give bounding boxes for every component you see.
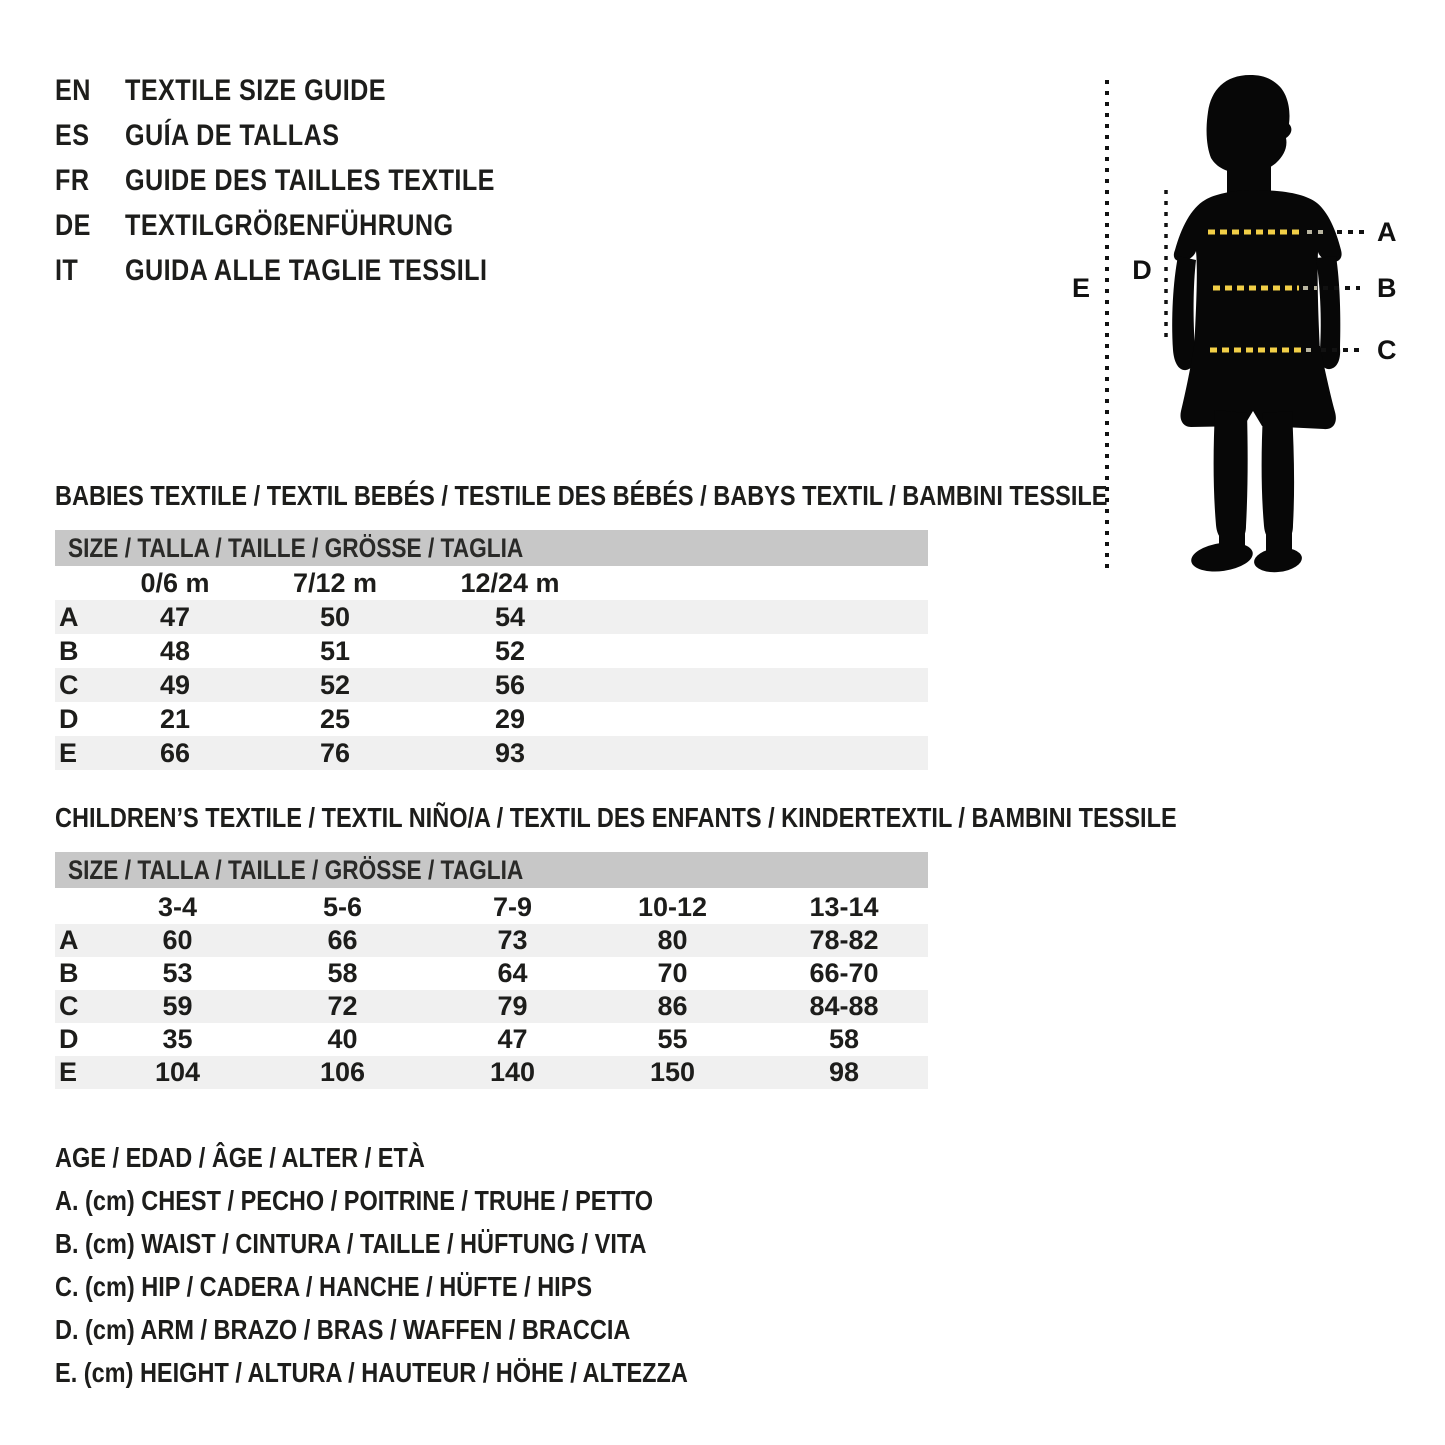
table-row	[55, 957, 928, 990]
lang-title: TEXTILGRÖßENFÜHRUNG	[125, 208, 454, 242]
cell-value: 52	[494, 635, 526, 666]
silhouette-shorts	[1180, 346, 1335, 429]
cell-value: 21	[159, 703, 191, 734]
cell-value: 64	[497, 958, 528, 988]
column-header: 7/12 m	[292, 567, 378, 598]
child-silhouette-diagram	[1045, 60, 1445, 600]
silhouette-left-ankle	[1219, 530, 1245, 552]
lang-code: DE	[55, 208, 91, 242]
cell-value: 54	[494, 601, 526, 632]
children-section-title: CHILDREN’S TEXTILE / TEXTIL NIÑO/A / TEXTIL DES ENFANTS / KINDERTEXTIL / BAMBINI TESSILE	[55, 802, 1177, 833]
cell-value: 98	[828, 1057, 860, 1087]
lang-code: EN	[55, 73, 91, 107]
cell-value: 93	[494, 737, 526, 768]
lang-code: FR	[55, 163, 90, 197]
legend-waist: B. (cm) WAIST / CINTURA / TAILLE / HÜFTUNG / VITA	[55, 1227, 647, 1259]
row-label: D	[59, 703, 79, 734]
lang-row-fr	[55, 158, 565, 203]
babies-size-table	[55, 566, 928, 770]
babies-size-header-bar: SIZE / TALLA / TAILLE / GRÖSSE / TAGLIA	[55, 530, 928, 566]
table-row	[55, 1056, 928, 1089]
cell-value: 52	[319, 669, 351, 700]
legend-height: E. (cm) HEIGHT / ALTURA / HAUTEUR / HÖHE / ALTEZZA	[55, 1356, 688, 1388]
measurement-figure	[1045, 60, 1445, 600]
cell-value: 53	[162, 958, 193, 988]
babies-section-title: BABIES TEXTILE / TEXTIL BEBÉS / TESTILE DES BÉBÉS / BABYS TEXTIL / BAMBINI TESSILE	[55, 480, 1108, 511]
column-header: 10-12	[637, 892, 708, 922]
measure-label-chest: A	[1377, 217, 1397, 247]
cell-value: 56	[494, 669, 526, 700]
cell-value: 47	[497, 1024, 528, 1054]
row-label: A	[59, 925, 79, 955]
measure-label-hip: C	[1377, 335, 1397, 365]
cell-value: 35	[162, 1024, 193, 1054]
measure-label-arm: D	[1132, 255, 1152, 285]
children-column-header-row	[55, 891, 928, 924]
cell-value: 76	[319, 737, 351, 768]
row-label: A	[59, 601, 79, 632]
cell-value: 48	[159, 635, 191, 666]
cell-value: 60	[162, 925, 193, 955]
cell-value: 86	[657, 991, 688, 1021]
column-header: 12/24 m	[460, 567, 560, 598]
lang-title: GUIDA ALLE TAGLIE TESSILI	[125, 253, 488, 287]
measure-label-height: E	[1071, 273, 1091, 303]
cell-value: 40	[327, 1024, 358, 1054]
table-row	[55, 634, 928, 668]
legend-hip: C. (cm) HIP / CADERA / HANCHE / HÜFTE / HIPS	[55, 1270, 593, 1302]
cell-value: 79	[497, 991, 528, 1021]
cell-value: 150	[649, 1057, 696, 1087]
lang-row-de	[55, 203, 565, 248]
cell-value: 72	[327, 991, 358, 1021]
cell-value: 29	[494, 703, 526, 734]
cell-value: 49	[159, 669, 191, 700]
column-header: 3-4	[157, 892, 198, 922]
lang-title: TEXTILE SIZE GUIDE	[125, 73, 386, 107]
lang-row-it	[55, 248, 565, 293]
table-row	[55, 702, 928, 736]
row-label: E	[59, 737, 78, 768]
lang-code: IT	[55, 253, 79, 287]
cell-value: 66	[159, 737, 191, 768]
babies-column-header-row	[55, 566, 928, 600]
table-row	[55, 1023, 928, 1056]
cell-value: 50	[319, 601, 351, 632]
cell-value: 80	[657, 925, 688, 955]
table-row	[55, 600, 928, 634]
children-size-header-bar: SIZE / TALLA / TAILLE / GRÖSSE / TAGLIA	[55, 852, 928, 888]
children-size-table	[55, 891, 928, 1089]
table-row	[55, 736, 928, 770]
cell-value: 59	[162, 991, 193, 1021]
column-header: 0/6 m	[140, 567, 210, 598]
cell-value: 66	[327, 925, 358, 955]
silhouette-left-arm	[1172, 256, 1196, 370]
row-label: B	[59, 958, 79, 988]
lang-code: ES	[55, 118, 90, 152]
cell-value: 78-82	[809, 925, 879, 955]
lang-title: GUÍA DE TALLAS	[125, 118, 340, 152]
table-row	[55, 668, 928, 702]
legend-chest: A. (cm) CHEST / PECHO / POITRINE / TRUHE / PETTO	[55, 1184, 654, 1216]
legend-arm: D. (cm) ARM / BRAZO / BRAS / WAFFEN / BRACCIA	[55, 1313, 631, 1345]
language-title-block	[55, 68, 565, 293]
legend-age: AGE / EDAD / ÂGE / ALTER / ETÀ	[55, 1141, 425, 1173]
cell-value: 58	[828, 1024, 860, 1054]
row-label: D	[59, 1024, 79, 1054]
lang-row-es	[55, 113, 565, 158]
cell-value: 73	[497, 925, 528, 955]
silhouette-left-leg	[1214, 410, 1248, 543]
cell-value: 47	[159, 601, 191, 632]
table-row	[55, 990, 928, 1023]
cell-value: 84-88	[809, 991, 879, 1021]
cell-value: 104	[154, 1057, 201, 1087]
row-label: C	[59, 991, 79, 1021]
column-header: 5-6	[322, 892, 363, 922]
cell-value: 58	[327, 958, 358, 988]
cell-value: 51	[319, 635, 351, 666]
silhouette-shirt	[1174, 190, 1342, 352]
cell-value: 55	[657, 1024, 688, 1054]
silhouette-right-leg	[1262, 411, 1294, 543]
lang-row-en	[55, 68, 565, 113]
cell-value: 140	[489, 1057, 536, 1087]
cell-value: 25	[319, 703, 351, 734]
cell-value: 66-70	[809, 958, 879, 988]
row-label: E	[59, 1057, 78, 1087]
row-label: B	[59, 635, 79, 666]
column-header: 13-14	[809, 892, 879, 922]
measurement-legend	[55, 1136, 808, 1394]
cell-value: 106	[319, 1057, 366, 1087]
cell-value: 70	[657, 958, 688, 988]
row-label: C	[59, 669, 79, 700]
measure-label-waist: B	[1377, 273, 1397, 303]
silhouette-right-ankle	[1266, 532, 1292, 554]
column-header: 7-9	[492, 892, 533, 922]
lang-title: GUIDE DES TAILLES TEXTILE	[125, 163, 495, 197]
table-row	[55, 924, 928, 957]
